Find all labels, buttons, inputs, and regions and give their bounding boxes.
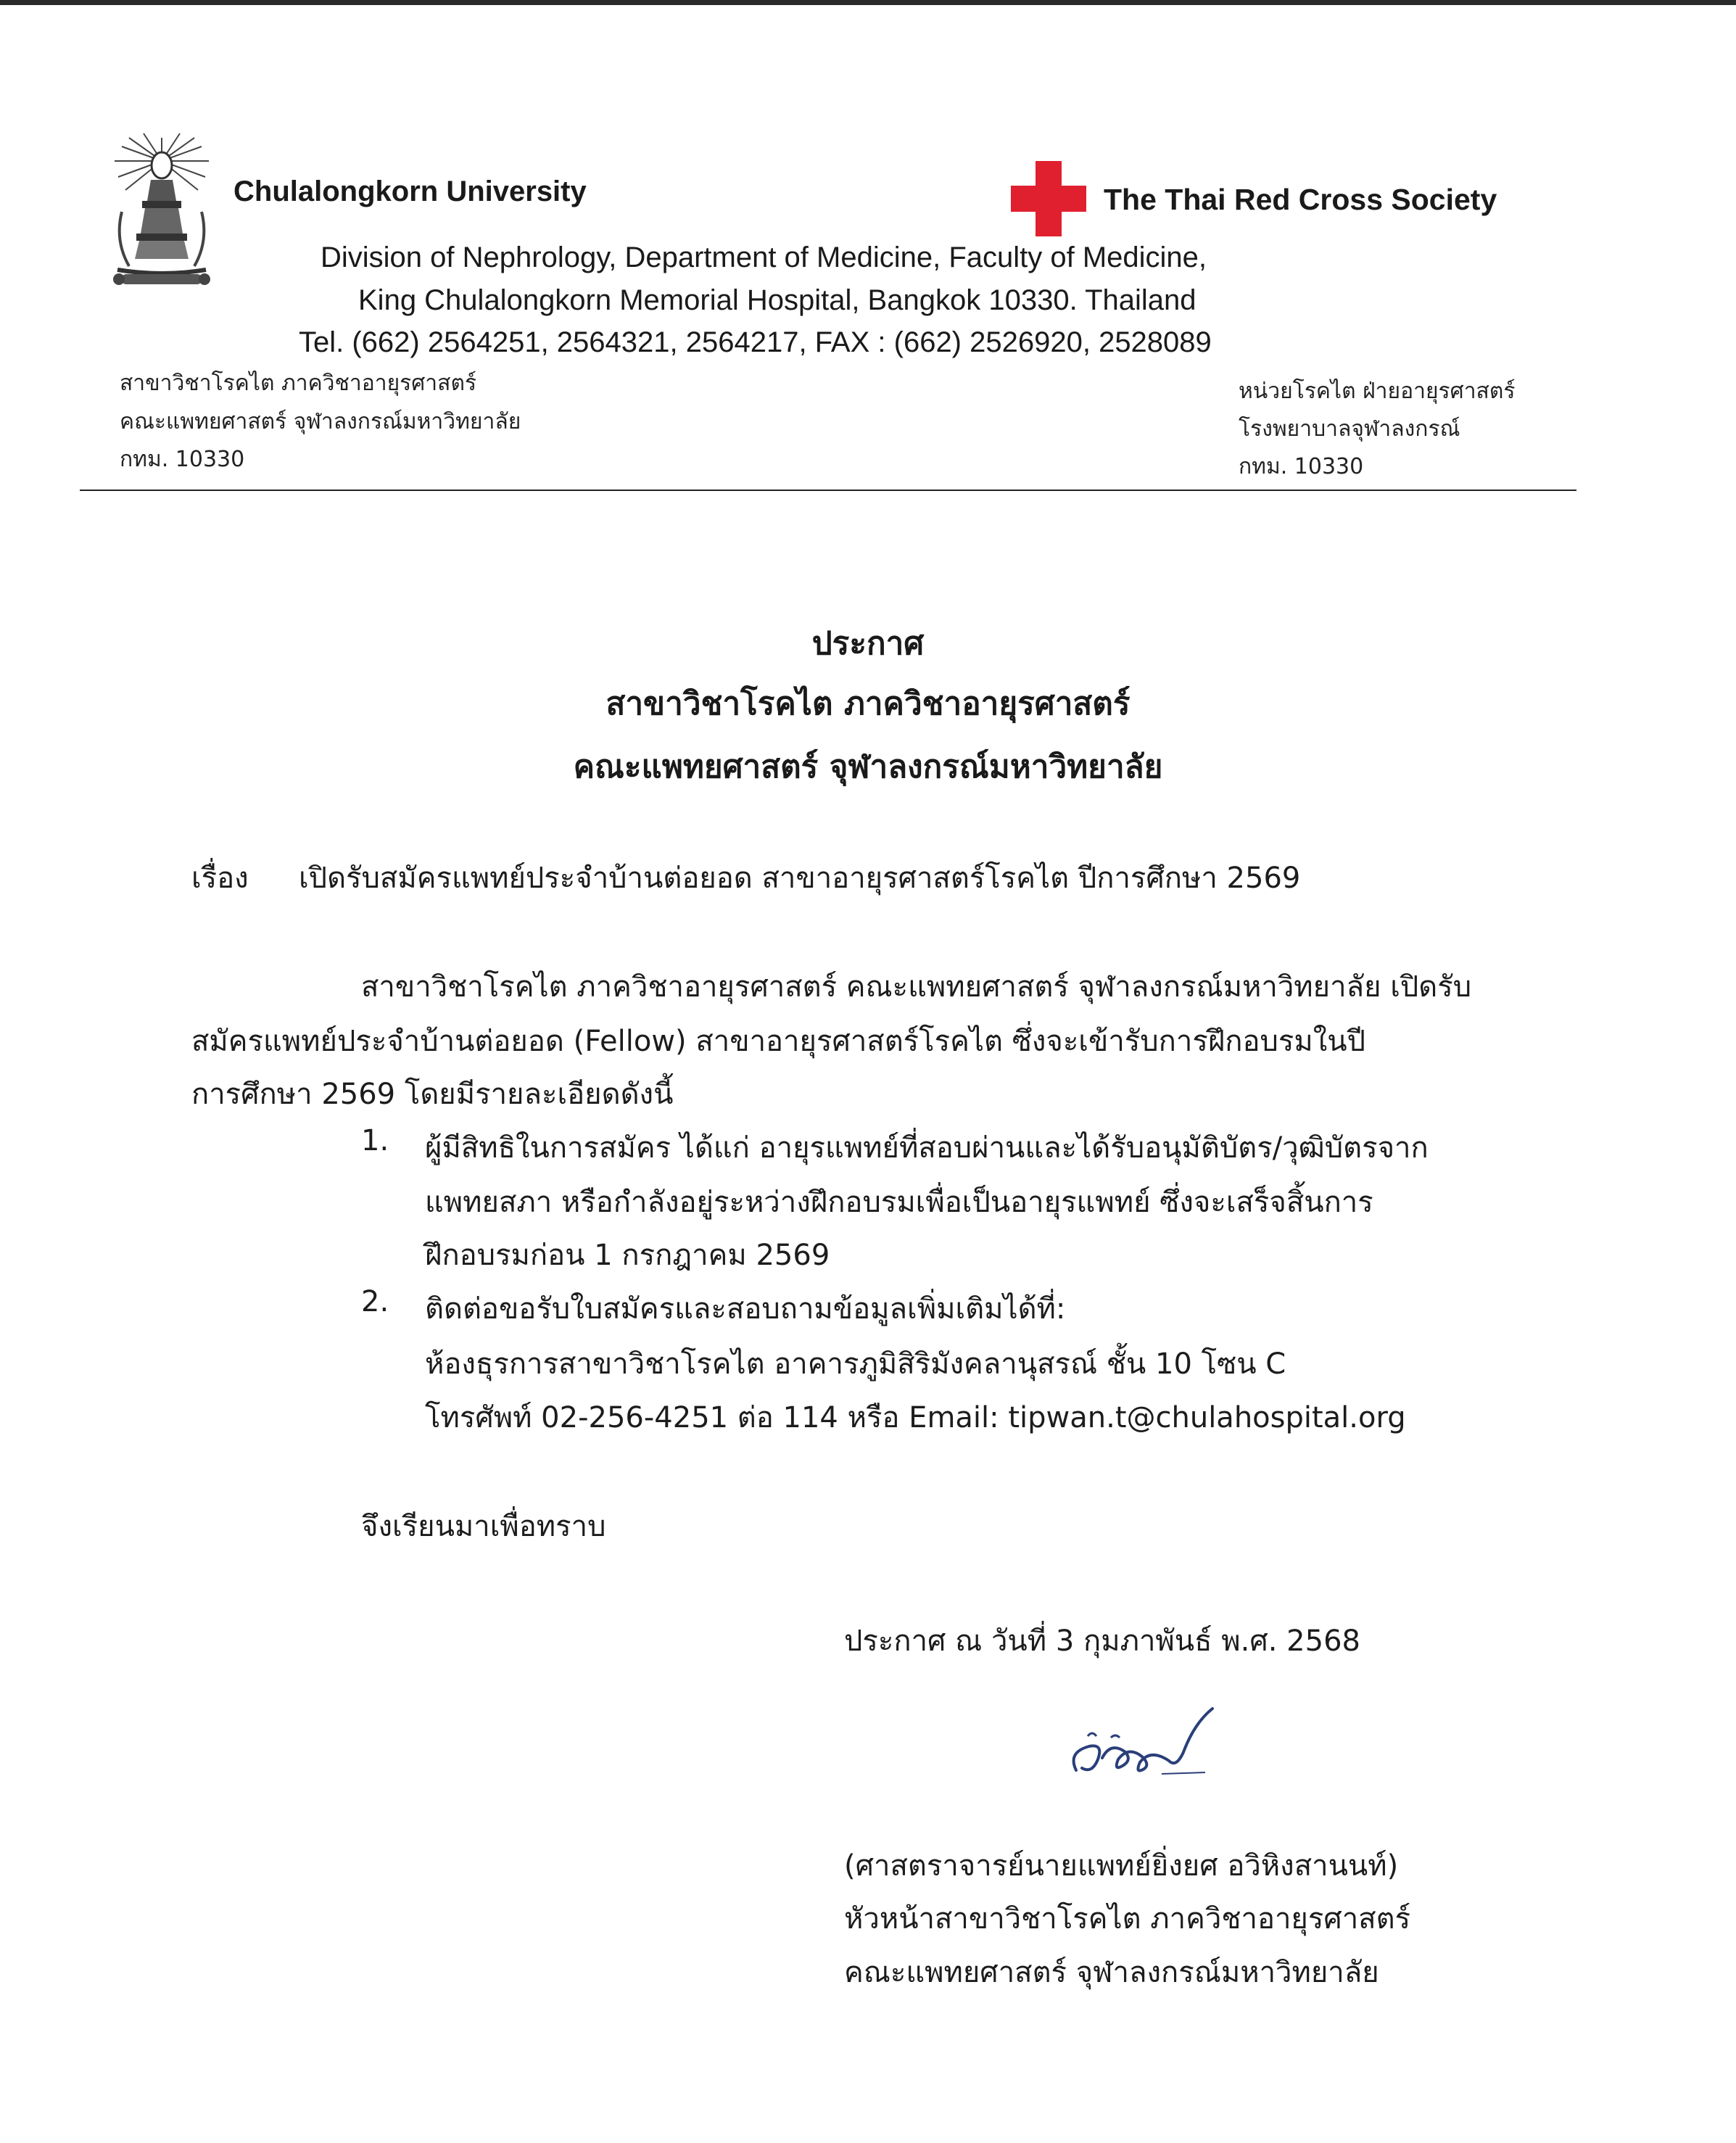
left-block-line-1: สาขาวิชาโรคไต ภาควิชาอายุรศาสตร์: [120, 371, 477, 396]
intro-line-3: การศึกษา 2569 โดยมีรายละเอียดดังนี้: [191, 1078, 674, 1111]
right-block-line-1: หน่วยโรคไต ฝ่ายอายุรศาสตร์: [1239, 379, 1516, 404]
heading-faculty: คณะแพทยศาสตร์ จุฬาลงกรณ์มหาวิทยาลัย: [573, 748, 1163, 785]
left-block-line-3: กทม. 10330: [120, 447, 245, 472]
item-2-line-2: ห้องธุรการสาขาวิชาโรคไต อาคารภูมิสิริมังคลานุสรณ์ ชั้น 10 โซน C: [425, 1347, 1286, 1381]
subject-label: เรื่อง: [191, 862, 249, 895]
item-2-number: 2.: [361, 1285, 389, 1318]
item-1-line-3: ฝึกอบรมก่อน 1 กรกฎาคม 2569: [425, 1239, 830, 1272]
address-line-1: Division of Nephrology, Department of Medicine, Faculty of Medicine,: [321, 241, 1207, 273]
closing-text: จึงเรียนมาเพื่อทราบ: [361, 1510, 606, 1543]
address-line-2: King Chulalongkorn Memorial Hospital, Bangkok 10330. Thailand: [358, 284, 1196, 316]
heading-division: สาขาวิชาโรคไต ภาควิชาอายุรศาสตร์: [605, 685, 1131, 722]
right-block-line-2: โรงพยาบาลจุฬาลงกรณ์: [1239, 416, 1460, 442]
red-cross-society-name: The Thai Red Cross Society: [1104, 183, 1497, 216]
item-2-line-1: ติดต่อขอรับใบสมัครและสอบถามข้อมูลเพิ่มเติมได้ที่:: [425, 1292, 1066, 1326]
item-2-line-3: โทรศัพท์ 02-256-4251 ต่อ 114 หรือ Email: tipwan.t@chulahospital.org: [425, 1401, 1406, 1434]
item-1-line-1: ผู้มีสิทธิในการสมัคร ได้แก่ อายุรแพทย์ที่สอบผ่านและได้รับอนุมัติบัตร/วุฒิบัตรจาก: [425, 1131, 1429, 1165]
subject-text: เปิดรับสมัครแพทย์ประจำบ้านต่อยอด สาขาอายุรศาสตร์โรคไต ปีการศึกษา 2569: [299, 862, 1301, 895]
announcement-title: ประกาศ: [811, 625, 925, 662]
address-line-3: Tel. (662) 2564251, 2564321, 2564217, FAX : (662) 2526920, 2528089: [299, 326, 1212, 358]
intro-line-1: สาขาวิชาโรคไต ภาควิชาอายุรศาสตร์ คณะแพทยศาสตร์ จุฬาลงกรณ์มหาวิทยาลัย เปิดรับ: [361, 970, 1472, 1004]
university-name: Chulalongkorn University: [233, 176, 587, 207]
red-cross-icon: [1011, 161, 1086, 236]
signatory-name: (ศาสตราจารย์นายแพทย์ยิ่งยศ อวิหิงสานนท์): [844, 1849, 1399, 1883]
intro-line-2: สมัครแพทย์ประจำบ้านต่อยอด (Fellow) สาขาอายุรศาสตร์โรคไต ซึ่งจะเข้ารับการฝึกอบรมในปี: [191, 1025, 1366, 1058]
signatory-title-1: หัวหน้าสาขาวิชาโรคไต ภาควิชาอายุรศาสตร์: [844, 1902, 1411, 1936]
right-block-line-3: กทม. 10330: [1239, 454, 1364, 479]
announcement-date: ประกาศ ณ วันที่ 3 กุมภาพันธ์ พ.ศ. 2568: [844, 1624, 1360, 1658]
item-1-number: 1.: [361, 1124, 389, 1157]
scan-top-edge: [0, 0, 1736, 5]
signatory-title-2: คณะแพทยศาสตร์ จุฬาลงกรณ์มหาวิทยาลัย: [844, 1956, 1379, 1989]
item-1-line-2: แพทยสภา หรือกำลังอยู่ระหว่างฝึกอบรมเพื่อเป็นอายุรแพทย์ ซึ่งจะเสร็จสิ้นการ: [425, 1186, 1373, 1219]
letterhead-divider: [80, 490, 1576, 491]
left-block-line-2: คณะแพทยศาสตร์ จุฬาลงกรณ์มหาวิทยาลัย: [120, 409, 521, 434]
chulalongkorn-emblem-icon: [107, 132, 216, 293]
handwritten-signature: [1060, 1701, 1227, 1788]
